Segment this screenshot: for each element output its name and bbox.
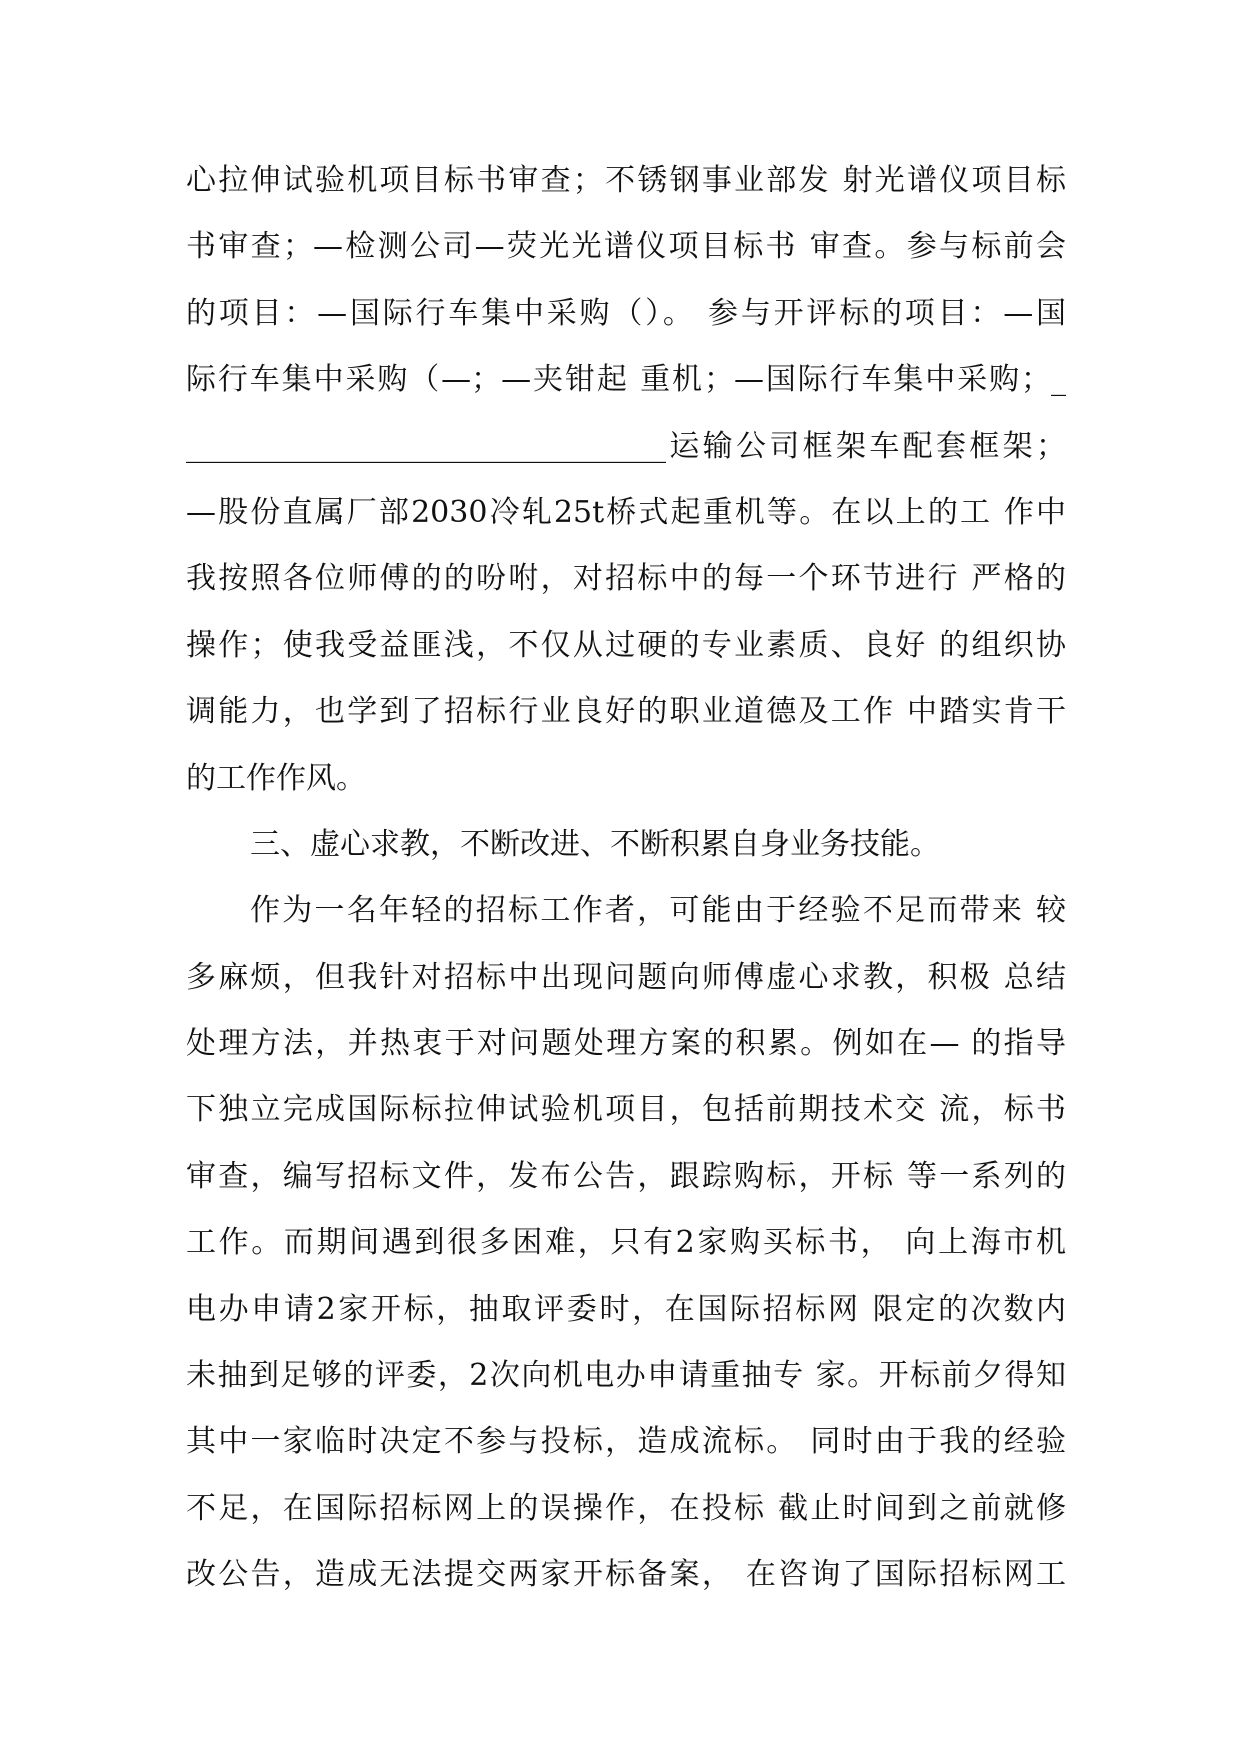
text-line: 其中一家临时决定不参与投标，造成流标。 同时由于我的经验 (186, 1424, 1066, 1460)
paragraph (186, 878, 1066, 1608)
text-line: 处理方法，并热衷于对问题处理方案的积累。例如在— 的指导 (186, 1026, 1066, 1062)
text-line: 的工作作风。 (186, 760, 366, 796)
text-line: 审查，编写招标文件，发布公告，跟踪购标，开标 等一系列的 (186, 1158, 1066, 1194)
text-line: —股份直属厂部2030冷轧25t桥式起重机等。在以上的工 作中 (186, 494, 1066, 530)
text-line: 我按照各位师傅的的吩咐，对招标中的每一个环节进行 严格的 (186, 561, 1066, 597)
text-line: 未抽到足够的评委，2次向机电办申请重抽专 家。开标前夕得知 (186, 1358, 1066, 1394)
text-line: 际行车集中采购（—；—夹钳起 重机；—国际行车集中采购；_ (186, 362, 1066, 398)
paragraph-continued (186, 148, 1066, 812)
section-heading (186, 812, 1066, 878)
text-line: 不足，在国际招标网上的误操作，在投标 截止时间到之前就修 (186, 1490, 1066, 1526)
text-line: 心拉伸试验机项目标书审查；不锈钢事业部发 射光谱仪项目标 (186, 163, 1066, 198)
text-line: 工作。而期间遇到很多困难，只有2家购买标书， 向上海市机 (186, 1225, 1066, 1261)
text-line: 电办申请2家开标，抽取评委时，在国际招标网 限定的次数内 (186, 1291, 1066, 1327)
section-heading-text: 三、虚心求教，不断改进、不断积累自身业务技能。 (250, 826, 940, 862)
text-line: 作为一名年轻的招标工作者，可能由于经验不足而带来 较 (250, 893, 1066, 929)
text-line: 书审查；—检测公司—荧光光谱仪项目标书 审查。参与标前会 (186, 229, 1066, 265)
text-line: 下独立完成国际标拉伸试验机项目，包括前期技术交 流，标书 (186, 1092, 1066, 1128)
text-line: 多麻烦，但我针对招标中出现问题向师傅虚心求教，积极 总结 (186, 959, 1066, 995)
text-line: ________________________________运输公司框架车配套框架； (186, 428, 1066, 464)
text-line: 调能力，也学到了招标行业良好的职业道德及工作 中踏实肯干 (186, 694, 1066, 730)
text-line: 改公告，造成无法提交两家开标备案， 在咨询了国际招标网工 (186, 1557, 1066, 1593)
document-body (186, 148, 1066, 1609)
text-line: 操作；使我受益匪浅，不仅从过硬的专业素质、良好 的组织协 (186, 627, 1066, 663)
text-line: 的项目：—国际行车集中采购（）。 参与开评标的项目：—国 (186, 295, 1066, 331)
